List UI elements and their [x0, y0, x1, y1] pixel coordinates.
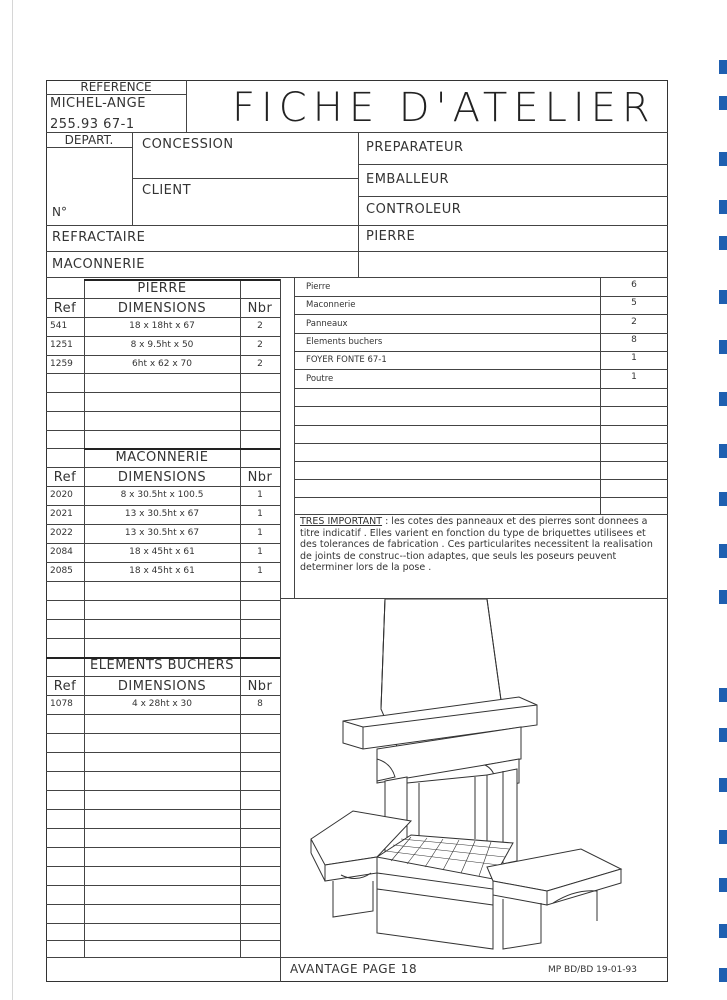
drawing-credit: MP BD/BD 19-01-93: [548, 965, 638, 975]
summary-label: Pierre: [306, 282, 331, 292]
summary-count: 1: [631, 372, 637, 382]
table-row-count: 1: [257, 509, 263, 519]
depart-label: DEPART.: [64, 133, 114, 147]
reference-label: REFERENCE: [80, 80, 152, 94]
page-number: AVANTAGE PAGE 18: [290, 962, 418, 976]
summary-label: Maconnerie: [306, 300, 356, 310]
emballeur-label: EMBALLEUR: [366, 172, 449, 187]
note-heading: TRES IMPORTANT: [300, 516, 383, 527]
pierre-header-nbr: Nbr: [247, 301, 273, 316]
table-row-count: 8: [257, 699, 263, 709]
number-label: N°: [52, 205, 67, 219]
table-row-ref: 1259: [50, 359, 73, 369]
table-row-ref: 541: [50, 321, 68, 331]
preparateur-label: PREPARATEUR: [366, 140, 464, 155]
binding-holes: [715, 0, 727, 1000]
table-row-dimensions: 18 x 45ht x 61: [129, 566, 195, 576]
table-row-dimensions: 13 x 30.5ht x 67: [124, 509, 200, 519]
summary-label: Elements buchers: [306, 337, 383, 347]
page-edge: [12, 0, 13, 1000]
summary-count: 1: [631, 353, 637, 363]
client-label: CLIENT: [142, 183, 192, 198]
table-row-ref: 1078: [50, 699, 73, 709]
pierre-header-ref: Ref: [53, 301, 77, 316]
buchers-table-title: ELEMENTS BUCHERS: [90, 658, 234, 673]
refractaire-label: REFRACTAIRE: [52, 230, 146, 245]
pierre-header-dimensions: DIMENSIONS: [117, 301, 207, 316]
page-title: FICHE D'ATELIER: [232, 85, 656, 131]
summary-count: 2: [631, 317, 637, 327]
summary-label: Poutre: [306, 374, 334, 384]
maconnerie-header-nbr: Nbr: [247, 470, 273, 485]
buchers-header-dimensions: DIMENSIONS: [117, 679, 207, 694]
table-row-ref: 2085: [50, 566, 73, 576]
table-row-count: 1: [257, 566, 263, 576]
table-row-ref: 2021: [50, 509, 73, 519]
table-row-dimensions: 4 x 28ht x 30: [132, 699, 192, 709]
table-row-count: 2: [257, 321, 263, 331]
reference-code: 255.93 67-1: [50, 117, 135, 132]
table-row-ref: 2022: [50, 528, 73, 538]
table-row-dimensions: 13 x 30.5ht x 67: [124, 528, 200, 538]
table-row-dimensions: 18 x 18ht x 67: [129, 321, 195, 331]
summary-count: 8: [631, 335, 637, 345]
maconnerie-header-dimensions: DIMENSIONS: [117, 470, 207, 485]
table-row-count: 1: [257, 547, 263, 557]
maconnerie-label: MACONNERIE: [52, 257, 145, 272]
table-row-count: 1: [257, 528, 263, 538]
table-row-dimensions: 6ht x 62 x 70: [132, 359, 192, 369]
table-row-dimensions: 8 x 9.5ht x 50: [130, 340, 194, 350]
fireplace-drawing: [281, 599, 667, 957]
important-note: [300, 516, 660, 574]
table-row-ref: 2084: [50, 547, 73, 557]
table-row-count: 2: [257, 359, 263, 369]
maconnerie-table-title: MACONNERIE: [115, 450, 209, 465]
table-row-count: 1: [257, 490, 263, 500]
reference-name: MICHEL-ANGE: [50, 96, 146, 111]
table-row-count: 2: [257, 340, 263, 350]
table-row-dimensions: 18 x 45ht x 61: [129, 547, 195, 557]
pierre-info-label: PIERRE: [366, 229, 416, 244]
buchers-header-ref: Ref: [53, 679, 77, 694]
concession-label: CONCESSION: [142, 137, 234, 152]
controleur-label: CONTROLEUR: [366, 202, 462, 217]
table-row-ref: 2020: [50, 490, 73, 500]
summary-count: 5: [631, 298, 637, 308]
buchers-header-nbr: Nbr: [247, 679, 273, 694]
maconnerie-header-ref: Ref: [53, 470, 77, 485]
table-row-dimensions: 8 x 30.5ht x 100.5: [120, 490, 204, 500]
note-text: : les cotes des panneaux et des pierres sont donnees a titre indicatif . Elles varient en fonction du type de briquettes utilisees et des tolerances de fabrication . Ces particularites necessitent la realisation de joints de construc--tion adaptes, que seuls les poseurs peuvent determiner lors de la pose .: [300, 516, 653, 573]
table-row-ref: 1251: [50, 340, 73, 350]
summary-count: 6: [631, 280, 637, 290]
pierre-table-title: PIERRE: [137, 281, 187, 296]
summary-label: FOYER FONTE 67-1: [306, 355, 387, 365]
summary-label: Panneaux: [306, 319, 348, 329]
